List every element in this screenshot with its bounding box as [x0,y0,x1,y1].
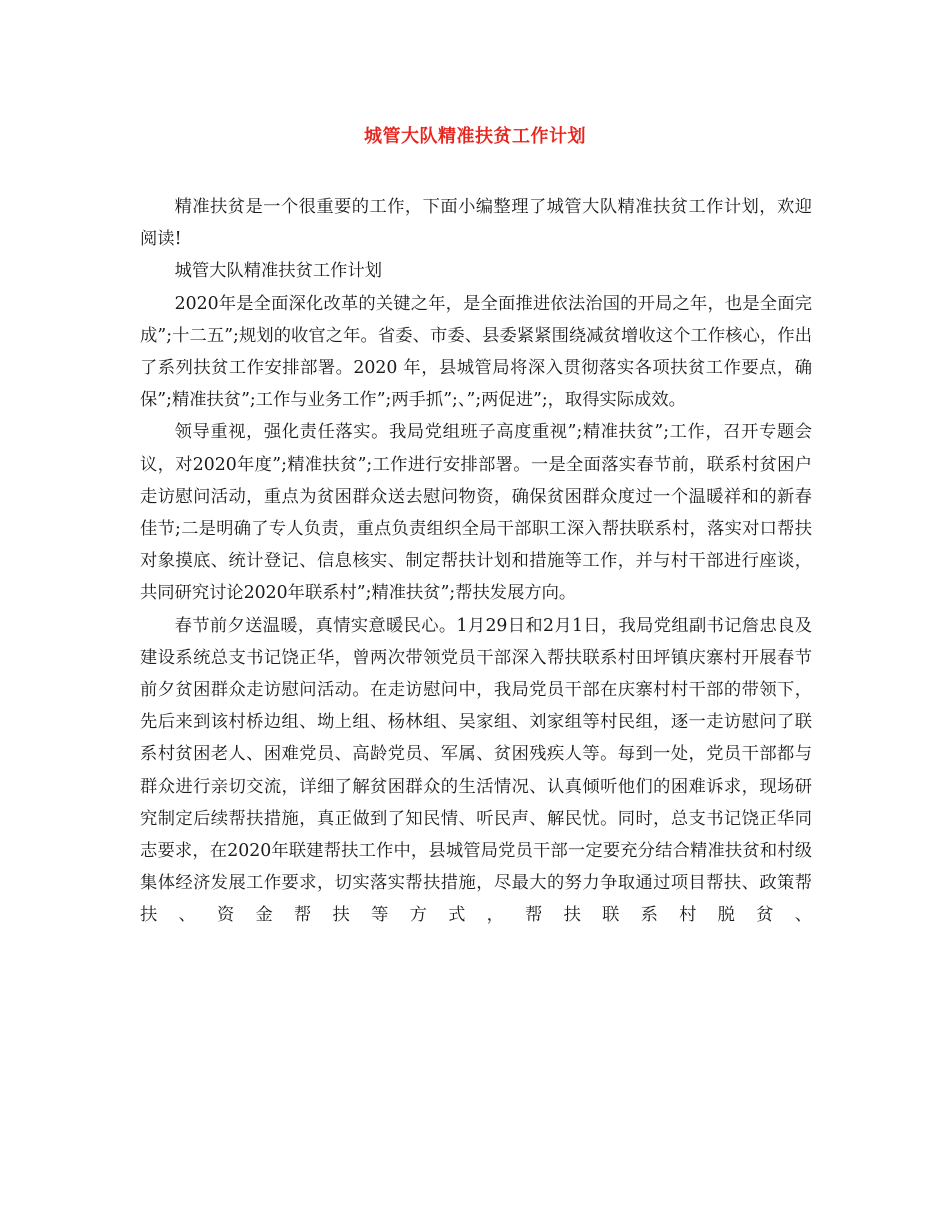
paragraph-leadership: 领导重视，强化责任落实。我局党组班子高度重视”;精准扶贫”;工作，召开专题会议，对2020年度”;精准扶贫”;工作进行安排部署。一是全面落实春节前，联系村贫困户走访慰问活动，重点为贫困群众送去慰问物资，确保贫困群众度过一个温暖祥和的新春佳节;二是明确了专人负责，重点负责组织全局干部职工深入帮扶联系村，落实对口帮扶对象摸底、统计登记、信息核实、制定帮扶计划和措施等工作，并与村干部进行座谈，共同研究讨论2020年联系村”;精准扶贫”;帮扶发展方向。 [140,422,812,604]
paragraph-overview: 2020年是全面深化改革的关键之年，是全面推进依法治国的开局之年，也是全面完成”;十二五”;规划的收官之年。省委、市委、县委紧紧围绕减贫增收这个工作核心，作出了系列扶贫工作安排部署。2020 年，县城管局将深入贯彻落实各项扶贫工作要点，确保”;精准扶贫”;工作与业务工作”;两手抓”;、”;两促进”;，取得实际成效。 [140,293,812,411]
paragraph-spring-festival: 春节前夕送温暖，真情实意暖民心。1月29日和2月1日，我局党组副书记詹忠良及建设系统总支书记饶正华，曾两次带领党员干部深入帮扶联系村田坪镇庆寨村开展春节前夕贫困群众走访慰问活动。在走访慰问中，我局党员干部在庆寨村村干部的带领下，先后来到该村桥边组、坳上组、杨林组、吴家组、刘家组等村民组，逐一走访慰问了联系村贫困老人、困难党员、高龄党员、军属、贫困残疾人等。每到一处，党员干部都与群众进行亲切交流，详细了解贫困群众的生活情况、认真倾听他们的困难诉求，现场研究制定后续帮扶措施，真正做到了知民情、听民声、解民忧。同时，总支书记饶正华同志要求，在2020年联建帮扶工作中，县城管局党员干部一定要充分结合精准扶贫和村级集体经济发展工作要求，切实落实帮扶措施，尽最大的努力争取通过项目帮扶、政策帮扶、资金帮扶等方式，帮扶联系村脱贫、 [140,615,812,926]
document-body [140,191,812,932]
paragraph-subtitle: 城管大队精准扶贫工作计划 [174,261,382,282]
paragraph-intro: 精准扶贫是一个很重要的工作，下面小编整理了城管大队精准扶贫工作计划，欢迎阅读! [140,197,812,250]
document-title: 城管大队精准扶贫工作计划 [364,126,586,147]
